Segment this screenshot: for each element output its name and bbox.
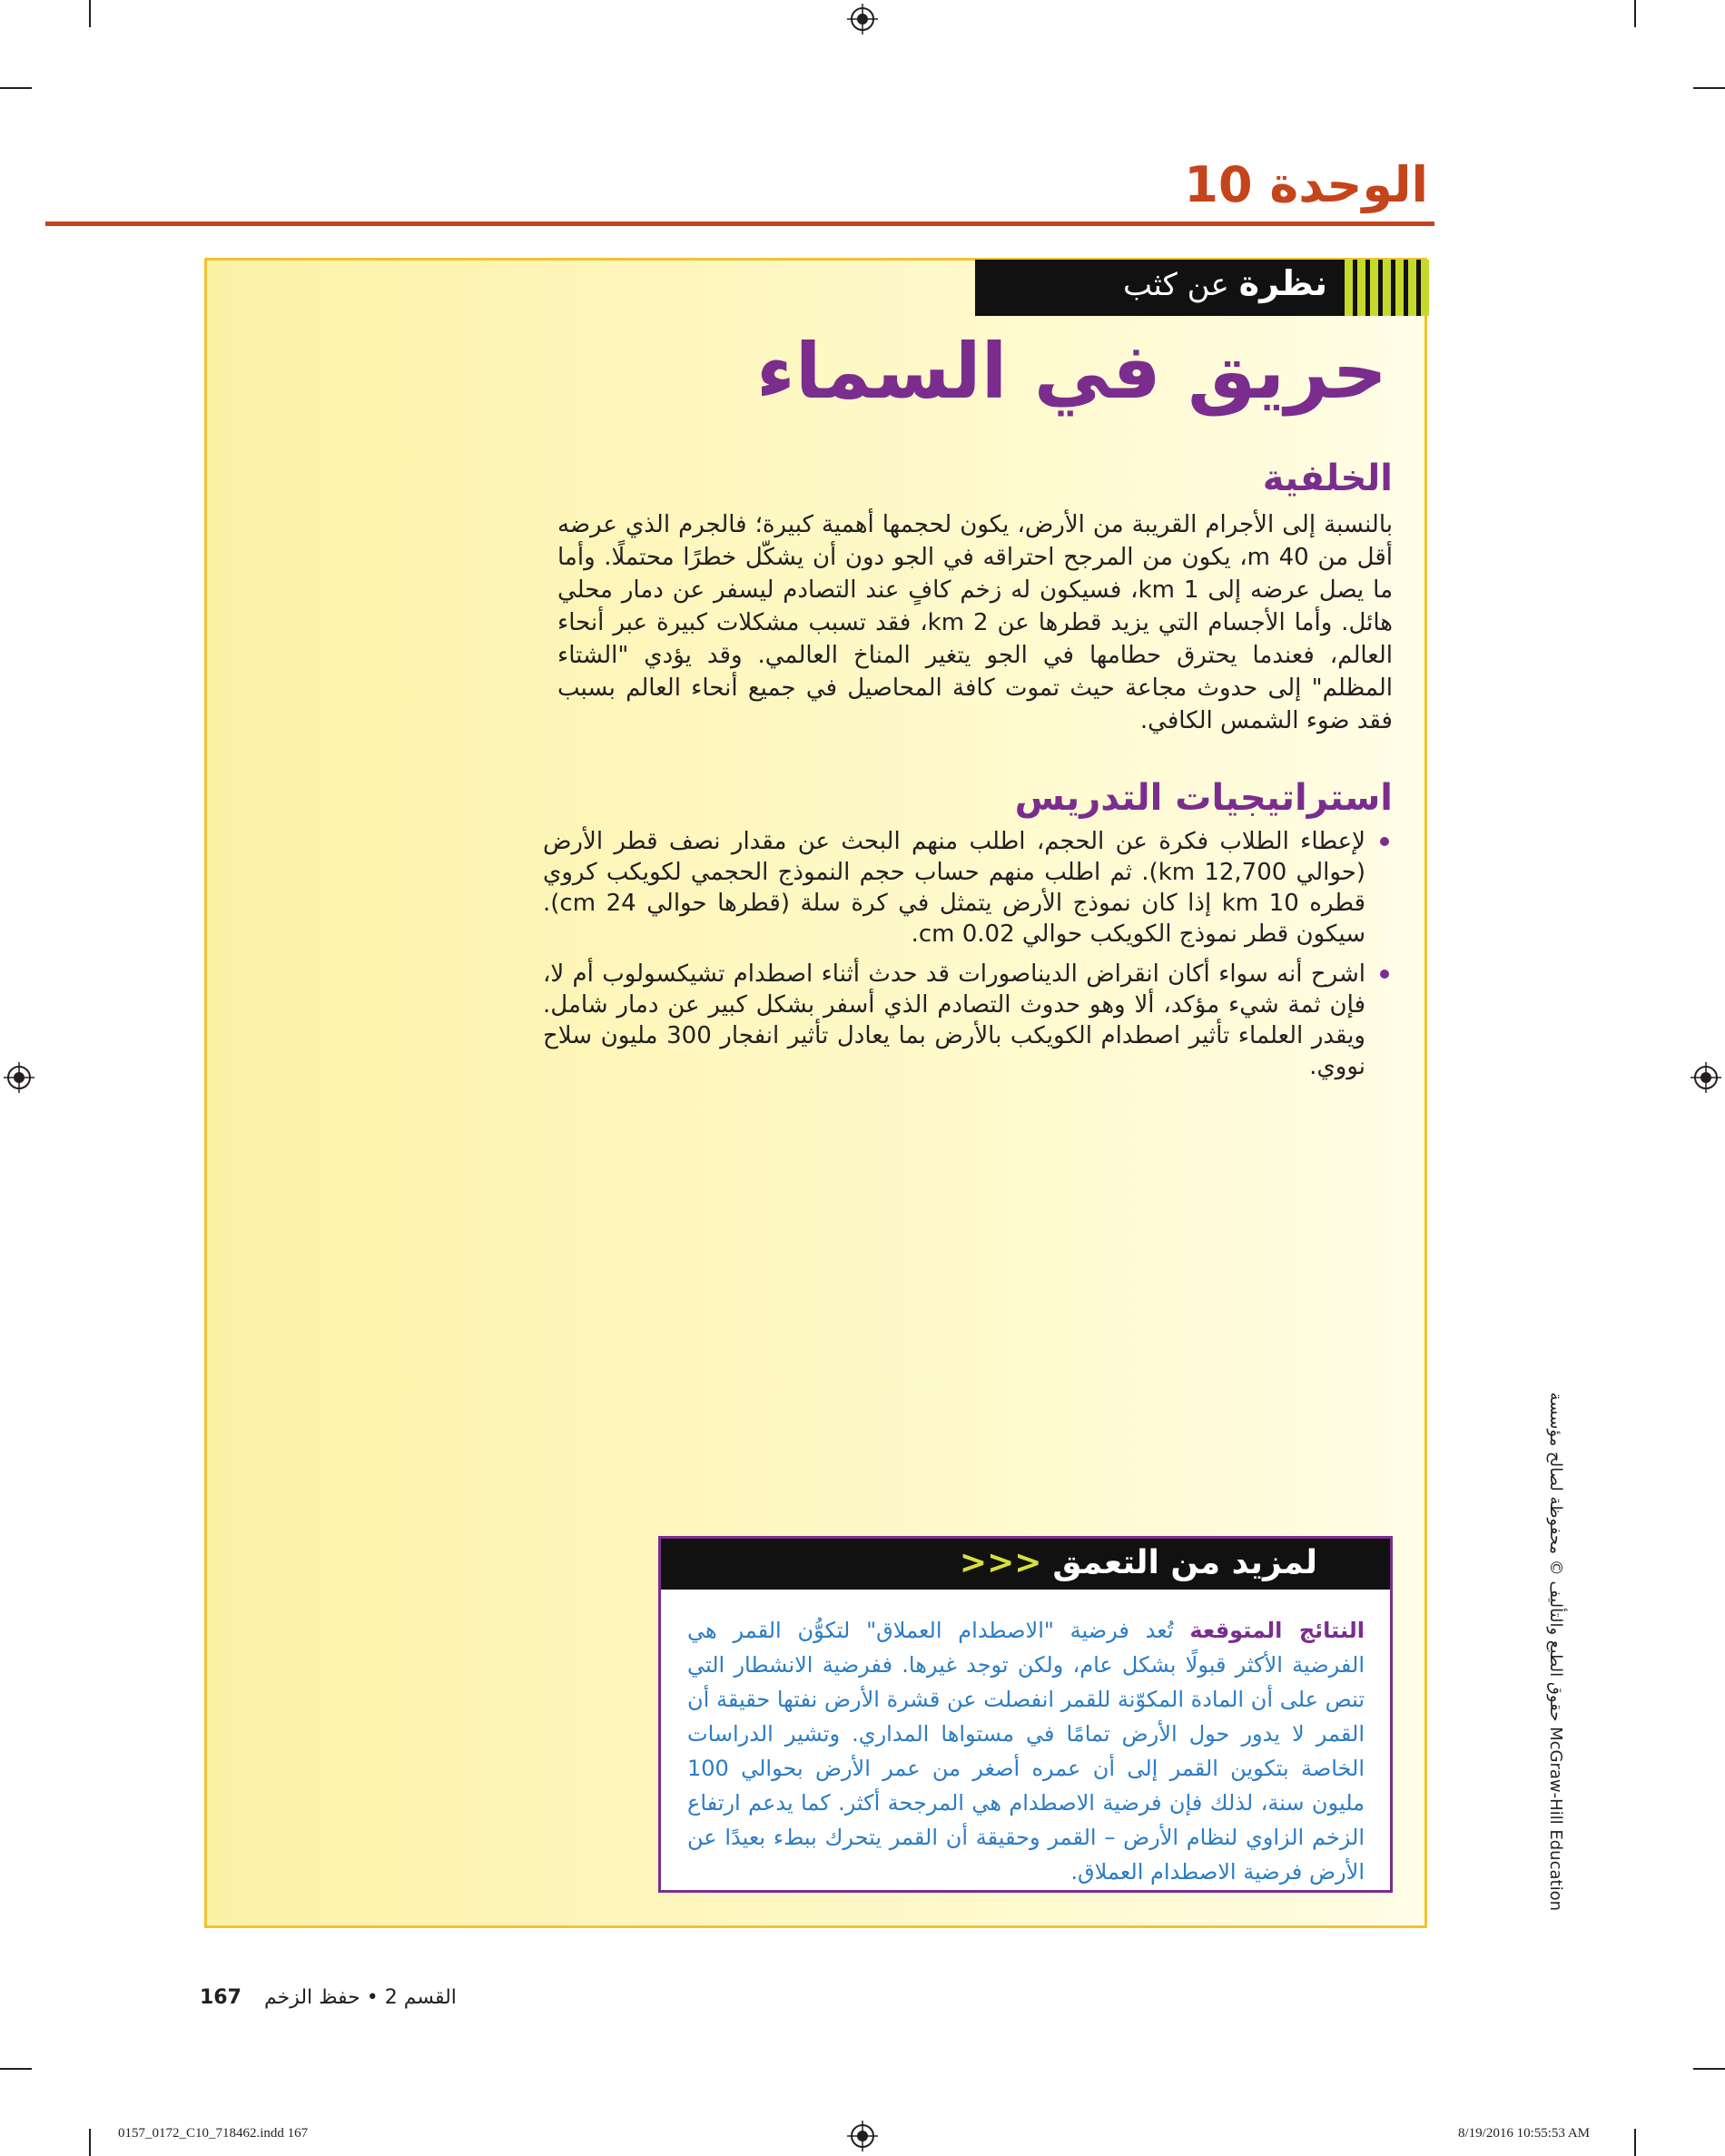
registration-mark-icon [847,4,878,34]
deeper-heading-text: لمزيد من التعمق [1052,1544,1317,1581]
deeper-box [658,1536,1393,1893]
background-heading: الخلفية [1262,458,1393,499]
article-title: حريق في السماء [755,327,1387,416]
crop-mark [1693,87,1725,89]
copyright-notice: حقوق الطبع والتأليف © محفوظة لصالح مؤسسة McGraw-Hill Education [1546,1392,1565,1911]
feature-tag-bar [975,260,1429,316]
page-footer [200,1986,457,2009]
background-paragraph: بالنسبة إلى الأجرام القريبة من الأرض، يكون لحجمها أهمية كبيرة؛ فالجرم الذي عرضه أقل من 40 m، يكون من المرجح احتراقه في الجو دون أن يشكّل خطرًا محتملًا. وأما ما يصل عرضه إلى 1 km، فسيكون له زخم كافٍ عند التصادم ليسفر عن دمار محلي هائل. وأما الأجسام التي يزيد قطرها عن 2 km، فقد تسبب مشكلات كبيرة عبر أنحاء العالم، فعندما يحترق حطامها في الجو يتغير المناخ العالمي. وقد يؤدي "الشتاء المظلم" إلى حدوث مجاعة حيث تموت كافة المحاصيل في جميع أنحاء العالم بسبب فقد ضوء الشمس الكافي. [557,511,1394,734]
feature-tag [1123,263,1327,303]
expected-results-label: النتائج المتوقعة [1189,1618,1365,1643]
crop-mark [1693,2068,1725,2070]
feature-tag-bold: نظرة [1238,263,1327,303]
list-item: لإعطاء الطلاب فكرة عن الحجم، اطلب منهم البحث عن مقدار نصف قطر الأرض (حوالي 12,700 km). ثم اطلب منهم حساب حجم النموذج الحجمي لكويكب كروي قطره 10 km إذا كان نموذج الأرض يتمثل في كرة سلة (قطرها حوالي 24 cm). سيكون قطر نموذج الكويكب حوالي 0.02 cm. [543,828,1366,948]
deeper-text: تُعد فرضية "الاصطدام العملاق" لتكوُّن القمر هي الفرضية الأكثر قبولًا بشكل عام، ولكن توجد غيرها. ففرضية الانشطار التي تنص على أن المادة المكوّنة للقمر انفصلت عن قشرة الأرض نفتها حقيقة أن القمر لا يدور حول الأرض تمامًا في مستواها المداري. وتشير الدراسات الخاصة بتكوين القمر إلى أن عمره أصغر من عمر الأرض بحوالي 100 مليون سنة، لذلك فإن فرضية الاصطدام هي المرجحة أكثر. كما يدعم ارتفاع الزخم الزاوي لنظام الأرض – القمر وحقيقة أن القمر يتحرك ببطء بعيدًا عن الأرض فرضية الاصطدام العملاق. [687,1618,1365,1885]
crop-mark [0,87,32,89]
list-item: اشرح أنه سواء أكان انقراض الديناصورات قد حدث أثناء اصطدام تشيكسولوب أم لا، فإن ثمة شيء مؤكد، ألا وهو حدوث التصادم الذي أسفر بشكل كبير عن دمار شامل. ويقدر العلماء تأثير اصطدام الكويكب بالأرض بما يعادل تأثير انفجار 300 مليون سلاح نووي. [543,960,1365,1080]
section-label: القسم 2 • حفظ الزخم [263,1986,457,2009]
feature-tag-rest: عن كثب [1123,267,1229,303]
registration-mark-icon [1690,1062,1721,1093]
strategies-heading: استراتيجيات التدريس [1014,777,1393,819]
chevrons-left-icon: <<< [959,1544,1042,1581]
strategies-list [543,826,1393,1091]
crop-mark [89,0,91,27]
unit-title: الوحدة 10 [1184,156,1428,213]
deeper-header [661,1539,1390,1590]
deeper-heading [960,1544,1317,1581]
crop-mark [1634,2129,1636,2156]
crop-mark [1634,0,1636,27]
stripes-decoration [1342,260,1429,316]
registration-mark-icon [847,2121,878,2151]
file-slug: 0157_0172_C10_718462.indd 167 [118,2126,309,2141]
deeper-paragraph [687,1613,1365,1889]
crop-mark [0,2068,32,2070]
page-number: 167 [200,1986,242,2009]
unit-divider [45,222,1434,226]
timestamp-slug: 8/19/2016 10:55:53 AM [1458,2126,1591,2141]
registration-mark-icon [4,1062,34,1093]
crop-mark [89,2129,91,2156]
